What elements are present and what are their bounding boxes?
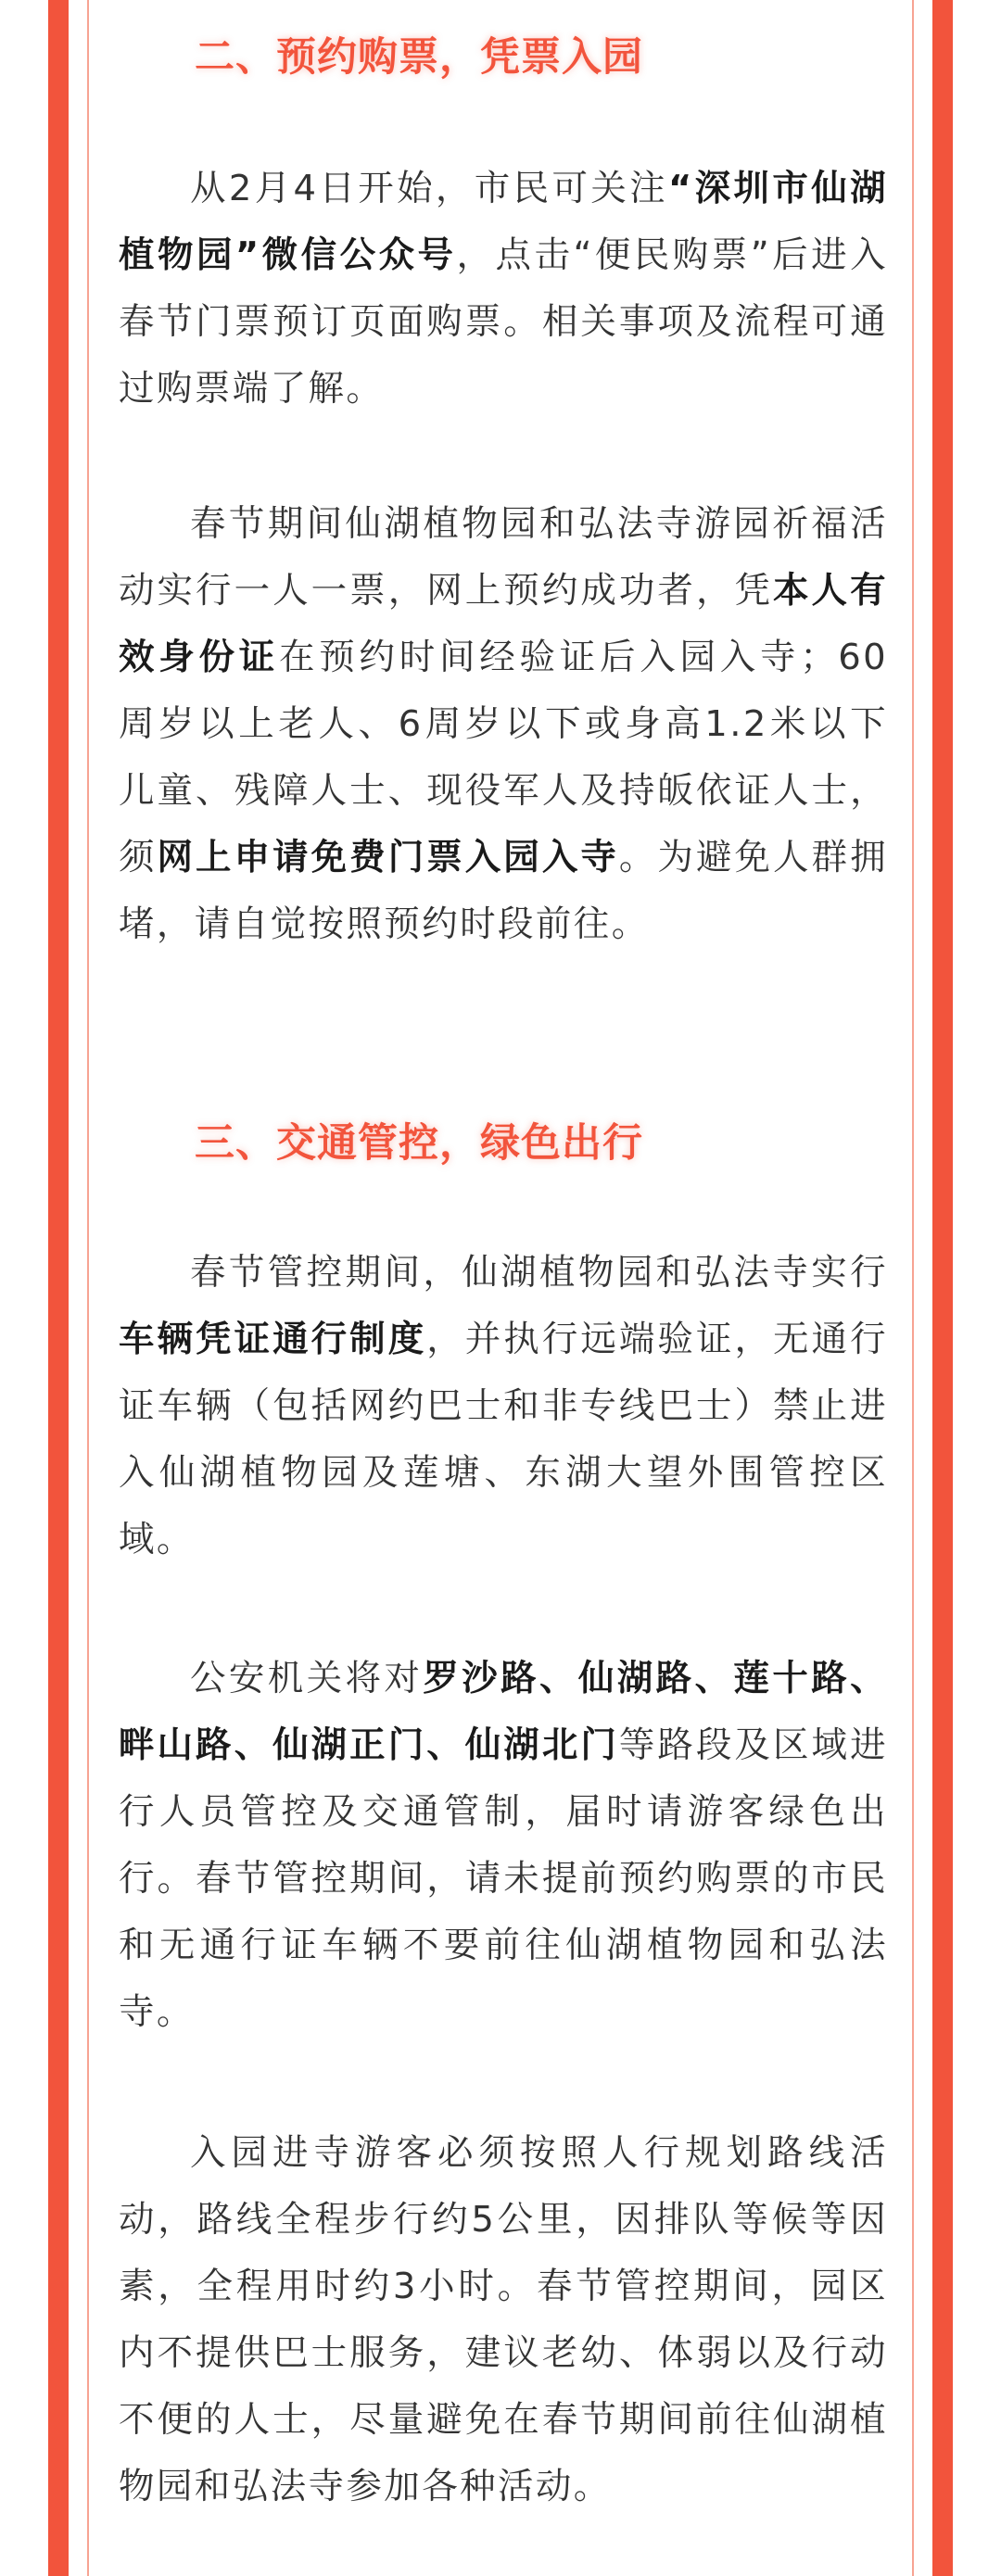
section-2-paragraph-2 (119, 491, 888, 958)
right-inner-line (912, 0, 914, 2576)
section-3-paragraph-3 (119, 2120, 888, 2520)
bold-text-run: 本人有效身份证 (119, 570, 888, 678)
section-2-heading: 二、预约购票，凭票入园 (195, 34, 643, 81)
text-run: 。为避免人群拥堵，请自觉按照预约时段前往。 (119, 837, 888, 945)
text-run: 从2月4日开始，市民可关注 (190, 168, 669, 209)
left-inner-line (87, 0, 89, 2576)
text-run: 入园进寺游客必须按照人行规划路线活动，路线全程步行约5公里，因排队等候等因素，全程用时约3小时。春节管控期间，园区内不提供巴士服务，建议老幼、体弱以及行动不便的人士，尽量避免在春节期间前往仙湖植物园和弘法寺参加各种活动。 (119, 2132, 888, 2507)
section-3-paragraph-1 (119, 1240, 888, 1573)
bold-text-run: 车辆凭证通行制度 (119, 1319, 427, 1360)
bold-text-run: “深圳市仙湖植物园”微信公众号 (119, 168, 888, 276)
text-run: 春节管控期间，仙湖植物园和弘法寺实行 (190, 1252, 888, 1294)
text-run: 春节期间仙湖植物园和弘法寺游园祈福活动实行一人一票，网上预约成功者，凭 (119, 503, 888, 612)
right-red-border (932, 0, 953, 2576)
text-run: ，并执行远端验证，无通行证车辆（包括网约巴士和非专线巴士）禁止进入仙湖植物园及莲塘、东湖大望外围管控区域。 (119, 1319, 888, 1560)
bold-text-run: 罗沙路、仙湖路、莲十路、畔山路、仙湖正门、仙湖北门 (119, 1658, 888, 1766)
left-red-border (48, 0, 69, 2576)
text-run: ，点击“便民购票”后进入春节门票预订页面购票。相关事项及流程可通过购票端了解。 (119, 234, 888, 410)
bold-text-run: 网上申请免费门票入园入寺 (157, 837, 619, 878)
text-run: 公安机关将对 (190, 1658, 424, 1699)
section-3-paragraph-2 (119, 1646, 888, 2046)
section-3-heading: 三、交通管控，绿色出行 (195, 1120, 643, 1167)
section-2-paragraph-1 (119, 156, 888, 423)
text-run: 等路段及区域进行人员管控及交通管制，届时请游客绿色出行。春节管控期间，请未提前预约购票的市民和无通行证车辆不要前往仙湖植物园和弘法寺。 (119, 1724, 888, 2033)
text-run: 在预约时间经验证后入园入寺；60周岁以上老人、6周岁以下或身高1.2米以下儿童、残障人士、现役军人及持皈依证人士，须 (119, 637, 888, 878)
